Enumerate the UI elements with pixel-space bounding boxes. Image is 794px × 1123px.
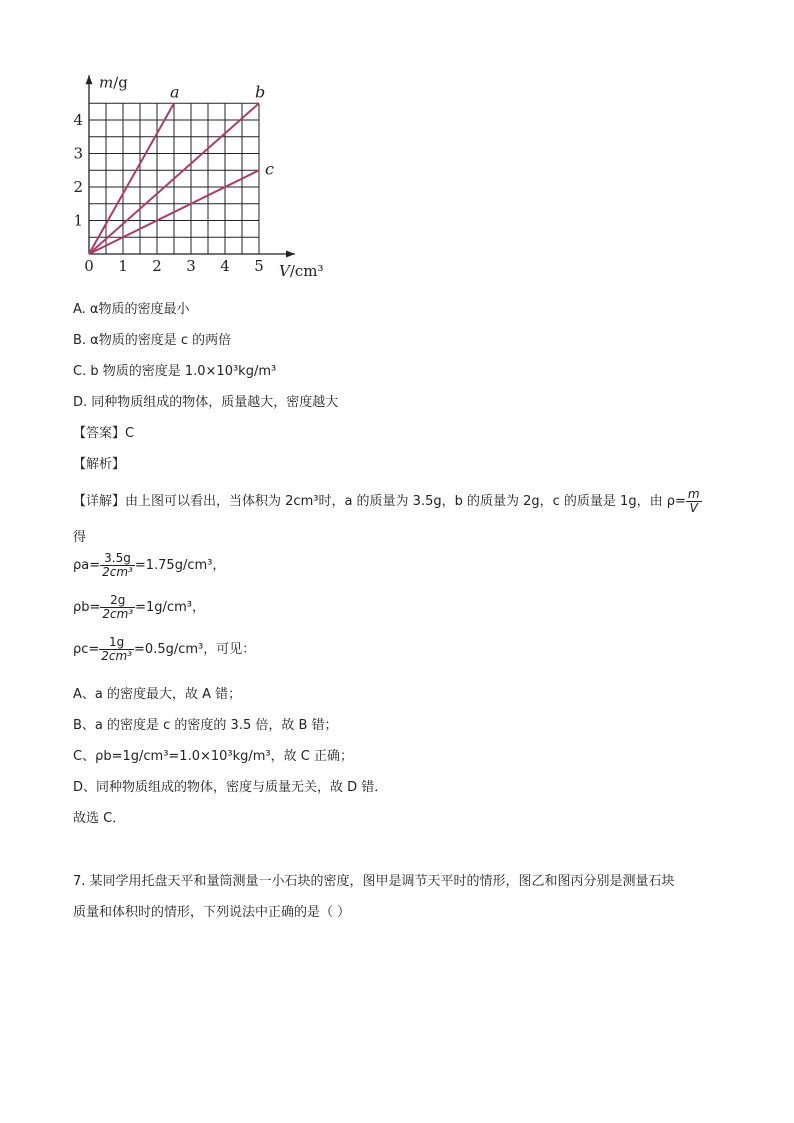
density-chart	[0, 0, 340, 290]
option-a: A. α物质的密度最小	[73, 302, 190, 317]
y-tick-label: 3	[73, 144, 83, 163]
x-tick-label: 4	[220, 257, 230, 275]
answer-value: C	[125, 426, 135, 441]
y-tick-label: 4	[73, 111, 83, 129]
eq-c-frac	[99, 636, 134, 663]
x-tick-label: 1	[118, 257, 128, 275]
x-tick-label: 3	[186, 257, 196, 275]
eq-a-rhs: =1.75g/cm³，	[134, 558, 226, 573]
analysis-label: 【解析】	[73, 457, 126, 472]
detail-tail: 得	[73, 530, 87, 545]
rho-frac-num: m	[687, 487, 700, 501]
eq-b-lhs: ρb=	[73, 600, 101, 615]
detail-label: 【详解】	[73, 494, 126, 509]
rho-frac-den: V	[689, 501, 698, 515]
series-line-a	[89, 103, 174, 254]
eq-b-rhs: =1g/cm³，	[135, 600, 205, 615]
x-tick-label: 5	[254, 257, 264, 275]
conclusion-d: D、同种物质组成的物体，密度与质量无关，故 D 错．	[73, 780, 388, 795]
eq-a-frac	[100, 552, 135, 579]
conclusion-b: B、a 的密度是 c 的密度的 3.5 倍，故 B 错；	[73, 718, 338, 733]
option-c: C. b 物质的密度是 1.0×10³kg/m³	[73, 364, 277, 379]
option-d: D. 同种物质组成的物体，质量越大，密度越大	[73, 395, 339, 410]
series-label-b: b	[255, 82, 266, 102]
eq-b-frac	[100, 594, 135, 621]
conclusion-c: C、ρb=1g/cm³=1.0×10³kg/m³，故 C 正确；	[73, 749, 353, 764]
y-axis-unit: /g	[113, 73, 128, 92]
x-axis-var: V	[279, 262, 290, 280]
y-tick-label: 1	[73, 211, 83, 230]
eq-c-rhs: =0.5g/cm³，可见：	[134, 642, 256, 657]
conclusion-a: A、a 的密度最大，故 A 错；	[73, 687, 242, 702]
eq-b-den: 2cm³	[102, 607, 134, 621]
equation-b	[73, 594, 205, 621]
y-axis-title	[99, 73, 128, 91]
question7-line1: 7. 某同学用托盘天平和量筒测量一小石块的密度，图甲是调节天平时的情形，图乙和图丙分别是测量石块	[73, 874, 675, 889]
chart-labels	[73, 73, 323, 280]
eq-c-num: 1g	[99, 636, 134, 650]
x-axis-unit: /cm³	[289, 262, 324, 280]
eq-c-lhs: ρc=	[73, 642, 100, 657]
x-tick-label: 2	[152, 257, 162, 275]
y-axis-var: m	[99, 73, 114, 92]
y-axis-arrow	[86, 75, 93, 84]
origin-label: 0	[84, 257, 94, 275]
answer-line	[73, 422, 134, 441]
y-tick-label: 2	[73, 178, 83, 196]
answer-label: 【答案】	[73, 426, 126, 441]
eq-c-den: 2cm³	[101, 649, 133, 663]
series-label-a: a	[170, 82, 180, 102]
detail-text: 由上图可以看出，当体积为 2cm³时，a 的质量为 3.5g，b 的质量为 2g，c 的质量是 1g，由 ρ=	[125, 494, 686, 509]
final-choice: 故选 C．	[73, 811, 126, 826]
equation-c	[73, 636, 255, 663]
x-axis-title	[279, 262, 324, 280]
rho-fraction	[686, 488, 702, 515]
question7-line2: 质量和体积时的情形，下列说法中正确的是（ ）	[73, 905, 351, 920]
detail-line	[73, 488, 702, 515]
eq-a-den: 2cm³	[102, 565, 133, 579]
series-label-c: c	[265, 159, 274, 179]
eq-b-num: 2g	[100, 594, 135, 608]
x-axis-arrow	[286, 251, 295, 258]
eq-a-lhs: ρa=	[73, 558, 101, 573]
option-b: B. α物质的密度是 c 的两倍	[73, 333, 232, 348]
eq-a-num: 3.5g	[100, 552, 135, 566]
equation-a	[73, 552, 225, 579]
